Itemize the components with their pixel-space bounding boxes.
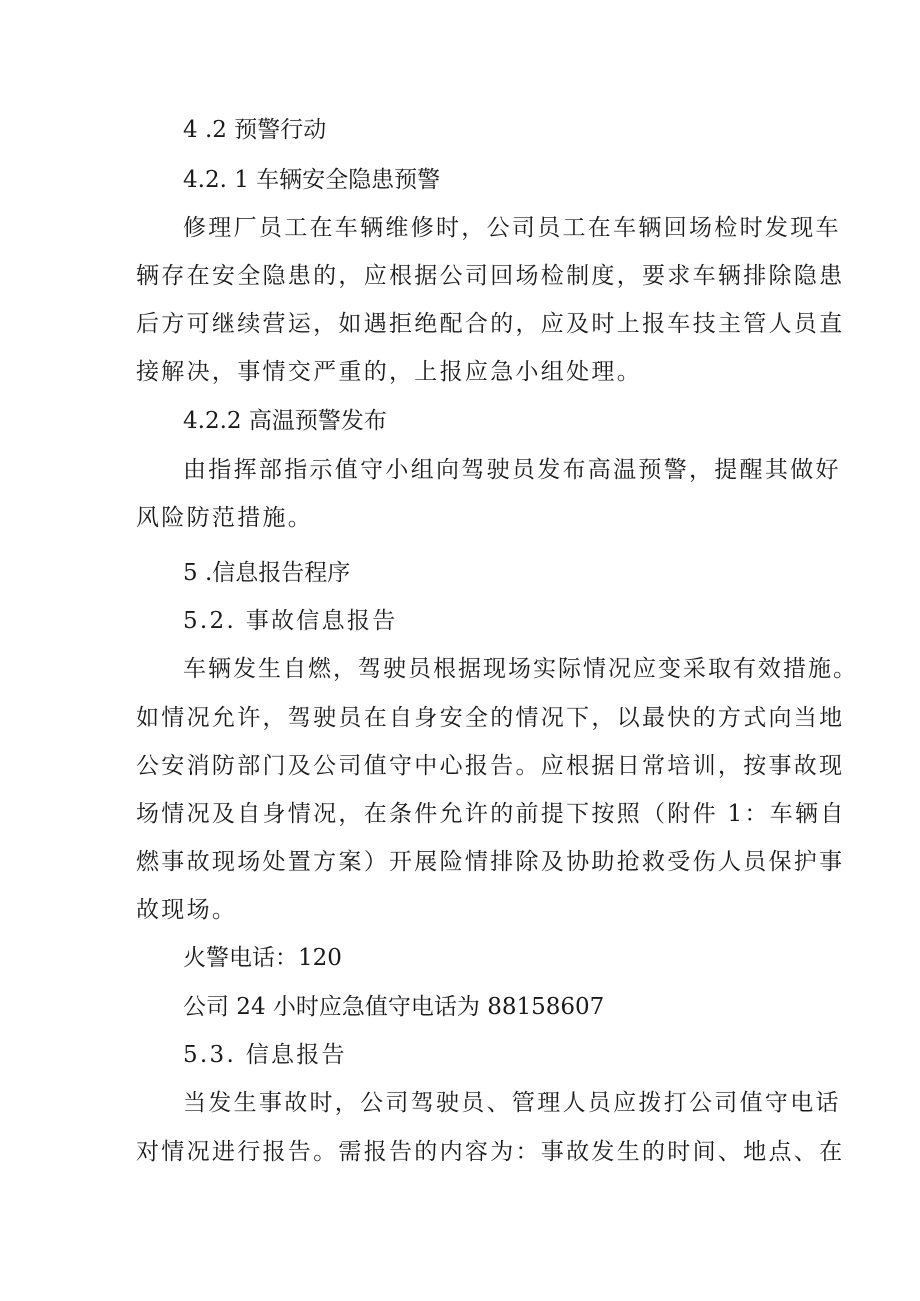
heading-4-2-2: 4.2.2 高温预警发布 — [183, 408, 387, 434]
paragraph-line: 对情况进行报告。需报告的内容为：事故发生的时间、地点、在 — [136, 1139, 845, 1165]
heading-4-2-1: 4.2. 1 车辆安全隐患预警 — [183, 167, 441, 193]
paragraph-line: 公安消防部门及公司值守中心报告。应根据日常培训，按事故现 — [136, 753, 845, 779]
heading-5-2: 5.2. 事故信息报告 — [183, 608, 398, 634]
paragraph-line: 接解决，事情交严重的，上报应急小组处理。 — [136, 359, 642, 385]
paragraph-line: 辆存在安全隐患的，应根据公司回场检制度，要求车辆排除隐患 — [136, 263, 845, 289]
paragraph-line: 后方可继续营运，如遇拒绝配合的，应及时上报车技主管人员直 — [136, 311, 845, 337]
heading-5-3: 5.3. 信息报告 — [183, 1042, 347, 1068]
paragraph-line: 风险防范措施。 — [136, 505, 314, 531]
paragraph-line: 故现场。 — [136, 897, 238, 923]
paragraph-line: 如情况允许，驾驶员在自身安全的情况下，以最快的方式向当地 — [136, 705, 845, 731]
paragraph-line: 由指挥部指示值守小组向驾驶员发布高温预警，提醒其做好 — [183, 457, 841, 483]
paragraph-line: 当发生事故时，公司驾驶员、管理人员应拨打公司值守电话 — [183, 1090, 841, 1116]
company-duty-phone: 公司 24 小时应急值守电话为 88158607 — [183, 994, 605, 1020]
fire-alarm-phone: 火警电话：120 — [183, 945, 342, 971]
heading-5: 5 .信息报告程序 — [183, 560, 351, 586]
heading-4-2: 4 .2 预警行动 — [183, 117, 327, 143]
paragraph-line: 车辆发生自燃，驾驶员根据现场实际情况应变采取有效措施。 — [183, 656, 858, 682]
paragraph-line: 燃事故现场处置方案）开展险情排除及协助抢救受伤人员保护事 — [136, 849, 845, 875]
paragraph-line: 场情况及自身情况，在条件允许的前提下按照（附件 1：车辆自 — [136, 801, 846, 827]
paragraph-line: 修理厂员工在车辆维修时，公司员工在车辆回场检时发现车 — [183, 215, 841, 241]
